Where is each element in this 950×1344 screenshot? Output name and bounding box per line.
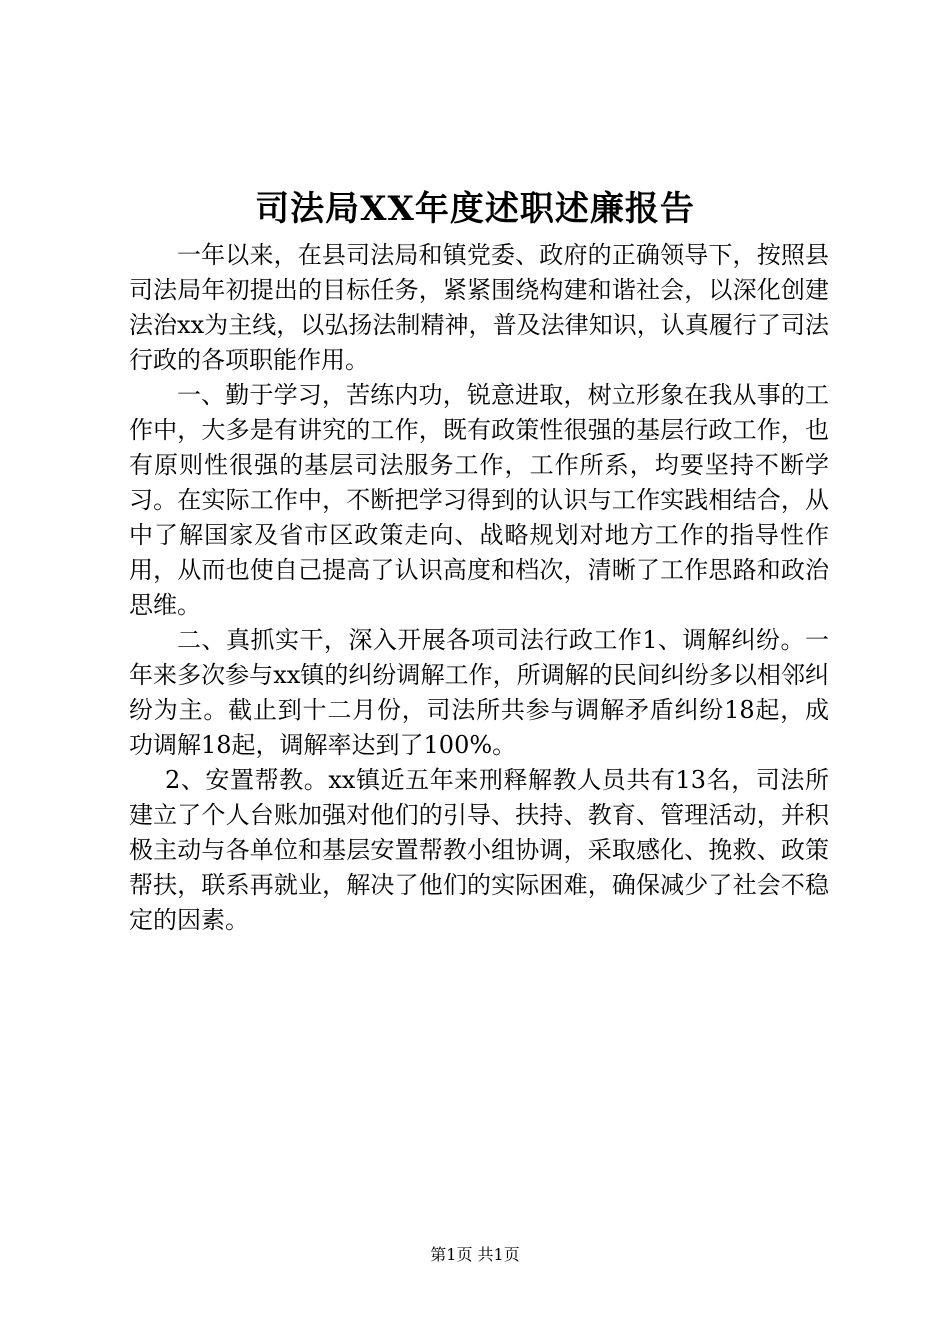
document-body <box>129 238 829 938</box>
paragraph-section-one: 一、勤于学习，苦练内功，锐意进取，树立形象在我从事的工作中，大多是有讲究的工作，既有政策性很强的基层行政工作，也有原则性很强的基层司法服务工作，工作所系，均要坚持不断学习。在实际工作中，不断把学习得到的认识与工作实践相结合，从中了解国家及省市区政策走向、战略规划对地方工作的指导性作用，从而也使自己提高了认识高度和档次，清晰了工作思路和政治思维。 <box>129 381 829 619</box>
paragraph-intro: 一年以来，在县司法局和镇党委、政府的正确领导下，按照县司法局年初提出的目标任务，紧紧围绕构建和谐社会，以深化创建法治xx为主线，以弘扬法制精神，普及法律知识，认真履行了司法行政的各项职能作用。 <box>129 241 829 374</box>
page-footer: 第1页 共1页 <box>430 1245 520 1264</box>
paragraph-resettlement: 2、安置帮教。xx镇近五年来刑释解教人员共有13名，司法所建立了个人台账加强对他们的引导、扶持、教育、管理活动，并积极主动与各单位和基层安置帮教小组协调，采取感化、挽救、政策帮扶，联系再就业，解决了他们的实际困难，确保减少了社会不稳定的因素。 <box>129 766 829 934</box>
paragraph-section-two: 二、真抓实干，深入开展各项司法行政工作1、调解纠纷。一年来多次参与xx镇的纠纷调解工作，所调解的民间纠纷多以相邻纠纷为主。截止到十二月份，司法所共参与调解矛盾纠纷18起，成功调解18起，调解率达到了100%。 <box>129 626 829 759</box>
document-title: 司法局XX年度述职述廉报告 <box>255 189 695 229</box>
